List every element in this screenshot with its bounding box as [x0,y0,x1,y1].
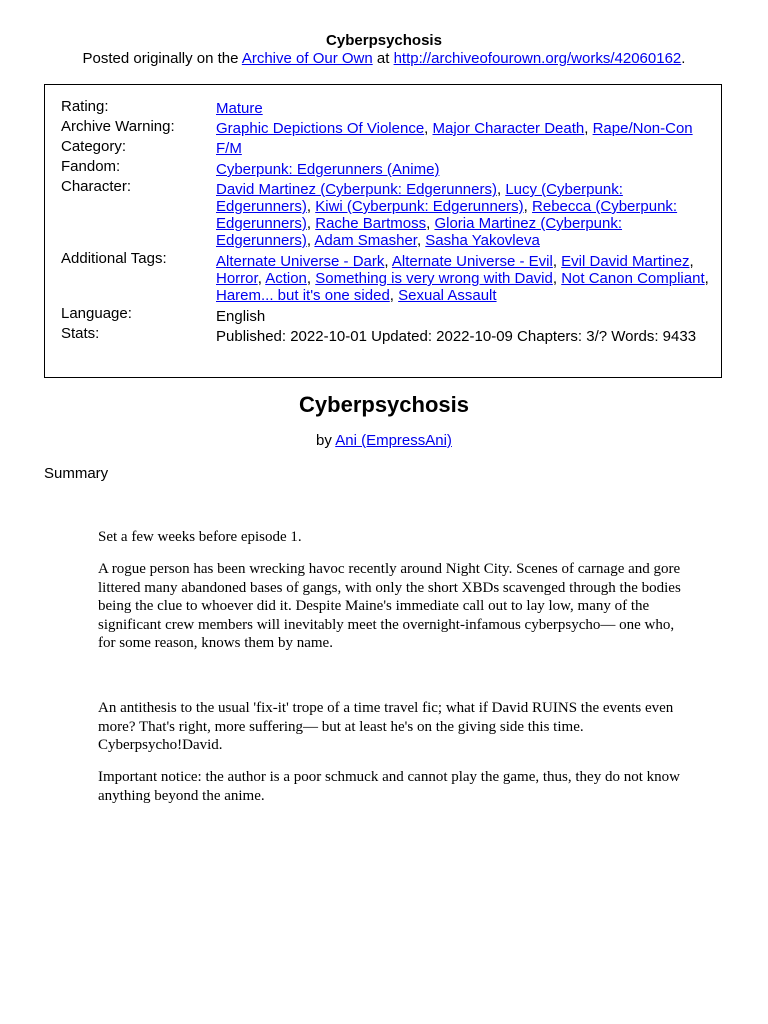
document-header-title: Cyberpsychosis [326,32,442,49]
tag-link[interactable]: Something is very wrong with David [315,270,553,287]
character-link[interactable]: Rache Bartmoss [315,215,427,232]
character-link[interactable]: Gloria Martinez (Cyberpunk: Edgerunners) [216,215,623,249]
archive-link[interactable]: Archive of Our Own [241,50,373,67]
author-link[interactable]: Ani (EmpressAni) [335,432,452,449]
work-metadata-box [44,84,722,378]
additional-tags-label: Additional Tags: [61,250,167,267]
warning-link[interactable]: Rape/Non-Con [592,120,693,137]
stats-value: Published: 2022-10-01 Updated: 2022-10-09 Chapters: 3/? Words: 9433 [216,328,697,345]
character-link[interactable]: David Martinez (Cyberpunk: Edgerunners) [216,181,497,198]
tag-link[interactable]: Alternate Universe - Evil [391,253,553,270]
character-label: Character: [61,178,132,195]
category-value [216,140,711,157]
summary-paragraph: Important notice: the author is a poor schmuck and cannot play the game, thus, they do not know anything beyond the anime. [98,769,680,804]
summary-paragraph: A rogue person has been wrecking havoc recently around Night City. Scenes of carnage and gore littered many abandoned bases of gangs, with only the short XBDs scavenged through the bodies being the clue to whoever did it. Despite Maine's immediate call out to lay low, many of the significant crew members will inevitably meet the overnight-infamous cyberpsycho— one who, for some reason, knows them by name. [98,561,681,651]
language-label: Language: [61,305,132,322]
archive-warning-value: Graphic Depictions Of Violence, Major Character Death, Rape/Non-Con [216,120,693,137]
byline-prefix: by [316,432,336,449]
summary-heading: Summary [44,465,109,482]
language-value: English [216,308,266,325]
posted-suffix: . [681,50,686,67]
stats-label: Stats: [61,325,100,342]
character-link[interactable]: Adam Smasher [314,232,417,249]
rating-label: Rating: [61,98,109,115]
fandom-value [216,161,711,178]
character-link[interactable]: Lucy (Cyberpunk: Edgerunners) [216,181,623,215]
character-link[interactable]: Kiwi (Cyberpunk: Edgerunners) [315,198,524,215]
tag-link[interactable]: Not Canon Compliant [561,270,705,287]
tag-link[interactable]: Alternate Universe - Dark [216,253,385,270]
warning-link[interactable]: Major Character Death [432,120,585,137]
tag-link[interactable]: Evil David Martinez [561,253,690,270]
category-link[interactable]: F/M [216,140,242,157]
tag-link[interactable]: Harem... but it's one sided [216,287,390,304]
summary-paragraph: An antithesis to the usual 'fix-it' trope of a time travel fic; what if David RUINS the events even more? That's right, more suffering— but at least he's on the giving side this time. Cyberpsycho!David. [98,700,674,753]
posted-originally-line [0,50,768,68]
summary-paragraph: Set a few weeks before episode 1. [98,529,302,545]
additional-tags-value: Alternate Universe - Dark, Alternate Universe - Evil, Evil David Martinez, Horror, Action, Something is very wrong with David, Not Canon Compliant, Harem... but it's one sided, Sexual Assault [216,253,709,304]
work-url-link[interactable]: http://archiveofourown.org/works/42060162 [393,50,682,67]
character-link[interactable]: Rebecca (Cyberpunk: Edgerunners) [216,198,678,232]
byline [0,432,768,450]
fandom-link[interactable]: Cyberpunk: Edgerunners (Anime) [216,161,440,178]
work-title: Cyberpsychosis [299,392,469,417]
fandom-label: Fandom: [61,158,121,175]
rating-link[interactable]: Mature [216,100,263,117]
tag-link[interactable]: Action [265,270,307,287]
posted-middle: at [372,50,394,67]
tag-link[interactable]: Horror [216,270,258,287]
character-value: David Martinez (Cyberpunk: Edgerunners), Lucy (Cyberpunk: Edgerunners), Kiwi (Cyberpunk: Edgerunners), Rebecca (Cyberpunk: Edgerunners), Rache Bartmoss, Gloria Martinez (Cyberpunk: Edgerunners), Adam Smasher, Sasha Yakovleva [216,181,678,249]
warning-link[interactable]: Graphic Depictions Of Violence [216,120,425,137]
tag-link[interactable]: Sexual Assault [398,287,497,304]
category-label: Category: [61,138,127,155]
posted-prefix: Posted originally on the [82,50,242,67]
rating-value [216,100,711,117]
archive-warning-label: Archive Warning: [61,118,175,135]
character-link[interactable]: Sasha Yakovleva [425,232,540,249]
